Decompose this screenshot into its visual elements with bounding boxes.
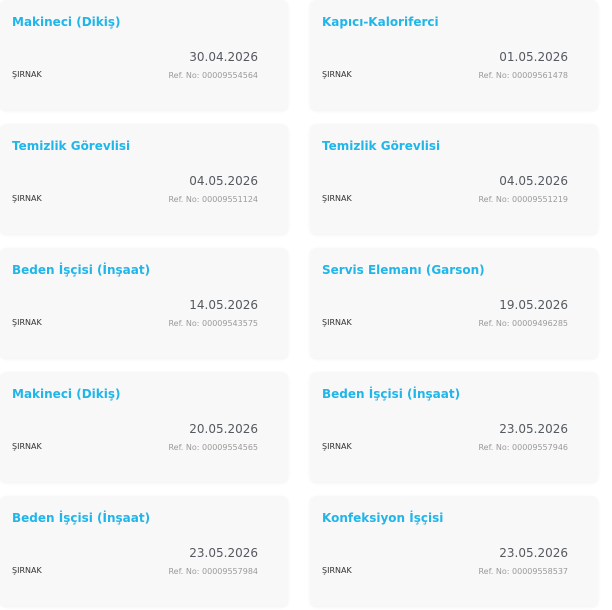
job-card[interactable] xyxy=(0,372,288,482)
job-city: ŞIRNAK xyxy=(12,194,42,203)
job-title[interactable]: Kapıcı-Kaloriferci xyxy=(322,15,439,29)
job-city: ŞIRNAK xyxy=(12,70,42,79)
job-date: 30.04.2026 xyxy=(189,50,258,64)
job-city: ŞIRNAK xyxy=(12,318,42,327)
job-date: 20.05.2026 xyxy=(189,422,258,436)
job-card[interactable] xyxy=(0,248,288,358)
job-ref-number: Ref. No: 00009558537 xyxy=(478,567,568,576)
job-title[interactable]: Makineci (Dikiş) xyxy=(12,15,121,29)
job-city: ŞIRNAK xyxy=(322,194,352,203)
job-city: ŞIRNAK xyxy=(322,318,352,327)
job-ref-number: Ref. No: 00009554565 xyxy=(168,443,258,452)
job-city: ŞIRNAK xyxy=(12,566,42,575)
job-date: 01.05.2026 xyxy=(499,50,568,64)
job-title[interactable]: Temizlik Görevlisi xyxy=(322,139,441,153)
job-card[interactable] xyxy=(310,372,598,482)
job-title[interactable]: Konfeksiyon İşçisi xyxy=(322,511,444,525)
job-date: 23.05.2026 xyxy=(499,422,568,436)
job-ref-number: Ref. No: 00009551124 xyxy=(168,195,258,204)
job-title[interactable]: Makineci (Dikiş) xyxy=(12,387,121,401)
job-card[interactable] xyxy=(310,0,598,110)
job-title[interactable]: Temizlik Görevlisi xyxy=(12,139,131,153)
job-city: ŞIRNAK xyxy=(322,566,352,575)
job-card[interactable] xyxy=(310,248,598,358)
job-card[interactable] xyxy=(0,124,288,234)
job-city: ŞIRNAK xyxy=(322,442,352,451)
job-title[interactable]: Servis Elemanı (Garson) xyxy=(322,263,485,277)
job-title[interactable]: Beden İşçisi (İnşaat) xyxy=(322,387,461,401)
job-ref-number: Ref. No: 00009561478 xyxy=(478,71,568,80)
job-card[interactable] xyxy=(0,0,288,110)
job-date: 14.05.2026 xyxy=(189,298,258,312)
job-date: 19.05.2026 xyxy=(499,298,568,312)
job-date: 04.05.2026 xyxy=(189,174,258,188)
job-ref-number: Ref. No: 00009543575 xyxy=(168,319,258,328)
job-ref-number: Ref. No: 00009496285 xyxy=(478,319,568,328)
job-title[interactable]: Beden İşçisi (İnşaat) xyxy=(12,511,151,525)
job-date: 23.05.2026 xyxy=(189,546,258,560)
job-title[interactable]: Beden İşçisi (İnşaat) xyxy=(12,263,151,277)
job-ref-number: Ref. No: 00009551219 xyxy=(478,195,568,204)
job-card[interactable] xyxy=(310,124,598,234)
job-date: 23.05.2026 xyxy=(499,546,568,560)
job-city: ŞIRNAK xyxy=(12,442,42,451)
job-ref-number: Ref. No: 00009557946 xyxy=(478,443,568,452)
job-card[interactable] xyxy=(0,496,288,606)
job-ref-number: Ref. No: 00009557984 xyxy=(168,567,258,576)
job-ref-number: Ref. No: 00009554564 xyxy=(168,71,258,80)
job-card[interactable] xyxy=(310,496,598,606)
job-city: ŞIRNAK xyxy=(322,70,352,79)
job-date: 04.05.2026 xyxy=(499,174,568,188)
